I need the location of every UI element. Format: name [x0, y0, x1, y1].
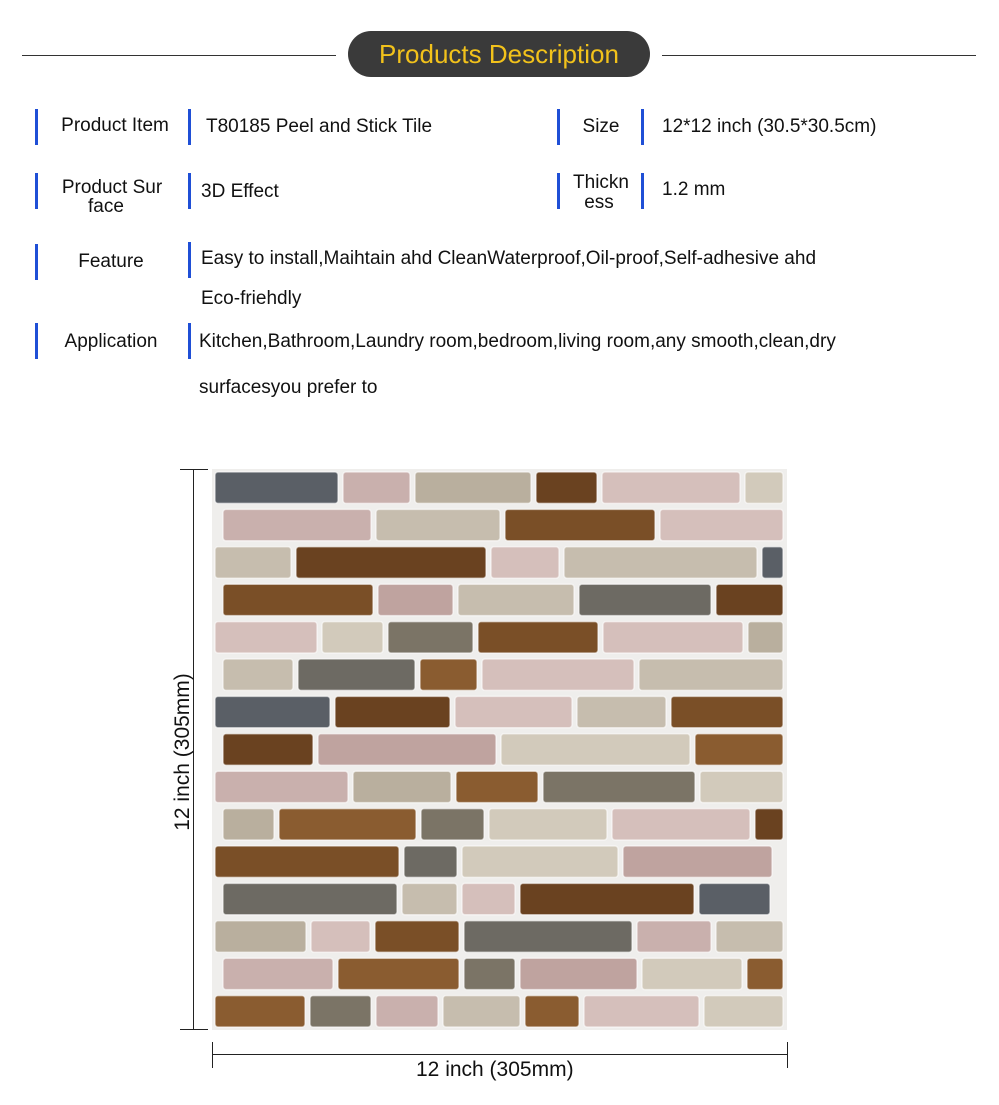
width-dimension-cap-left — [212, 1042, 213, 1068]
mosaic-tile-piece — [520, 883, 694, 914]
feature-label: Feature — [78, 251, 144, 272]
mosaic-tile-piece — [579, 584, 711, 615]
mosaic-tile-piece — [623, 846, 772, 877]
mosaic-tile-piece — [462, 883, 515, 914]
mosaic-tile-piece — [716, 921, 783, 952]
width-dimension-label: 12 inch (305mm) — [416, 1058, 574, 1081]
thickness-label-line2: ess — [584, 192, 614, 213]
mosaic-tile-piece — [762, 547, 783, 578]
mosaic-tile-piece — [402, 883, 457, 914]
mosaic-tile-piece — [311, 921, 370, 952]
mosaic-tile-piece — [338, 958, 459, 989]
mosaic-tile-piece — [215, 547, 291, 578]
product-item-value: T80185 Peel and Stick Tile — [206, 116, 433, 137]
mosaic-tile-piece — [602, 472, 740, 503]
mosaic-tile-piece — [318, 734, 496, 765]
mosaic-tile-piece — [223, 734, 313, 765]
mosaic-tile-piece — [376, 509, 500, 540]
label-accent-bar — [35, 244, 38, 280]
mosaic-tile-piece — [215, 771, 348, 802]
width-dimension-line — [212, 1054, 788, 1055]
mosaic-tile-piece — [536, 472, 597, 503]
value-accent-bar — [188, 242, 191, 278]
mosaic-tile-piece — [716, 584, 783, 615]
mosaic-tile-piece — [464, 958, 515, 989]
value-accent-bar — [188, 323, 191, 359]
height-dimension-label: 12 inch (305mm) — [171, 673, 194, 831]
mosaic-tile-piece — [415, 472, 531, 503]
mosaic-tile-piece — [612, 809, 750, 840]
mosaic-tile-piece — [747, 958, 783, 989]
mosaic-tile-piece — [443, 996, 520, 1027]
mosaic-tile-piece — [298, 659, 415, 690]
tile-sample-image — [212, 469, 787, 1030]
height-dimension-cap-bottom — [180, 1029, 208, 1030]
mosaic-tile-piece — [223, 809, 274, 840]
thickness-label-line1: Thickn — [573, 172, 629, 193]
mosaic-tile-piece — [343, 472, 410, 503]
mosaic-tile-piece — [525, 996, 579, 1027]
feature-value-line1: Easy to install,Maihtain ahd CleanWaterproof,Oil-proof,Self-adhesive ahd — [201, 248, 817, 269]
mosaic-tile-piece — [388, 622, 473, 653]
mosaic-tile-piece — [378, 584, 453, 615]
mosaic-tile-piece — [215, 846, 399, 877]
label-accent-bar — [557, 173, 560, 209]
mosaic-tile-piece — [375, 921, 459, 952]
mosaic-tile-piece — [458, 584, 574, 615]
header-rule-right — [662, 55, 976, 56]
mosaic-tile-piece — [501, 734, 690, 765]
size-value: 12*12 inch (30.5*30.5cm) — [662, 116, 877, 137]
mosaic-tile-piece — [482, 659, 634, 690]
mosaic-tile-piece — [376, 996, 438, 1027]
mosaic-tile-piece — [404, 846, 457, 877]
mosaic-tile-piece — [310, 996, 371, 1027]
mosaic-tile-piece — [639, 659, 783, 690]
header-rule-left — [22, 55, 336, 56]
mosaic-tile-piece — [215, 696, 330, 727]
mosaic-tile-piece — [223, 509, 371, 540]
mosaic-tile-piece — [455, 696, 572, 727]
mosaic-tile-piece — [704, 996, 783, 1027]
mosaic-tile-piece — [478, 622, 598, 653]
mosaic-tile-piece — [603, 622, 743, 653]
mosaic-tile-piece — [353, 771, 451, 802]
value-accent-bar — [188, 173, 191, 209]
mosaic-tile-piece — [564, 547, 757, 578]
mosaic-tile-piece — [745, 472, 783, 503]
product-surface-label-line2: face — [88, 196, 124, 217]
product-surface-value: 3D Effect — [201, 181, 279, 202]
mosaic-tile-piece — [215, 921, 306, 952]
mosaic-tile-piece — [543, 771, 695, 802]
mosaic-tile-piece — [637, 921, 711, 952]
application-label: Application — [64, 331, 158, 352]
feature-value-line2: Eco-friehdly — [201, 288, 302, 309]
mosaic-tile-piece — [755, 809, 783, 840]
mosaic-tile-piece — [520, 958, 637, 989]
mosaic-tile-piece — [748, 622, 783, 653]
mosaic-tile-piece — [335, 696, 450, 727]
label-accent-bar — [35, 323, 38, 359]
value-accent-bar — [641, 109, 644, 145]
mosaic-tile-piece — [584, 996, 699, 1027]
mosaic-tile-piece — [660, 509, 783, 540]
mosaic-tile-piece — [322, 622, 383, 653]
mosaic-tile-piece — [695, 734, 783, 765]
mosaic-tile-piece — [215, 622, 317, 653]
mosaic-tile-piece — [577, 696, 666, 727]
mosaic-tile-piece — [699, 883, 770, 914]
label-accent-bar — [35, 109, 38, 145]
application-value-line2: surfacesyou prefer to — [199, 377, 378, 398]
value-accent-bar — [188, 109, 191, 145]
application-value-line1: Kitchen,Bathroom,Laundry room,bedroom,living room,any smooth,clean,dry — [199, 331, 836, 352]
mosaic-tile-piece — [223, 883, 397, 914]
mosaic-tile-piece — [464, 921, 632, 952]
mosaic-tile-piece — [642, 958, 742, 989]
mosaic-tile-piece — [279, 809, 416, 840]
value-accent-bar — [641, 173, 644, 209]
mosaic-tile-piece — [215, 472, 338, 503]
label-accent-bar — [557, 109, 560, 145]
mosaic-tile-piece — [223, 584, 373, 615]
mosaic-tile-piece — [456, 771, 538, 802]
width-dimension-cap-right — [787, 1042, 788, 1068]
section-title: Products Description — [348, 31, 650, 77]
mosaic-tile-piece — [223, 659, 293, 690]
mosaic-tile-piece — [700, 771, 783, 802]
thickness-value: 1.2 mm — [662, 179, 726, 200]
mosaic-tile-piece — [462, 846, 618, 877]
mosaic-tile-piece — [489, 809, 607, 840]
mosaic-tile-piece — [505, 509, 655, 540]
height-dimension-cap-top — [180, 469, 208, 470]
mosaic-tile-piece — [421, 809, 484, 840]
label-accent-bar — [35, 173, 38, 209]
size-label: Size — [582, 116, 620, 137]
mosaic-tile-piece — [215, 996, 305, 1027]
mosaic-tile-piece — [491, 547, 559, 578]
product-item-label: Product Item — [61, 115, 169, 136]
mosaic-tile-piece — [671, 696, 783, 727]
mosaic-tile-piece — [223, 958, 333, 989]
mosaic-tile-piece — [296, 547, 486, 578]
product-surface-label-line1: Product Sur — [61, 177, 163, 198]
mosaic-tile-piece — [420, 659, 477, 690]
